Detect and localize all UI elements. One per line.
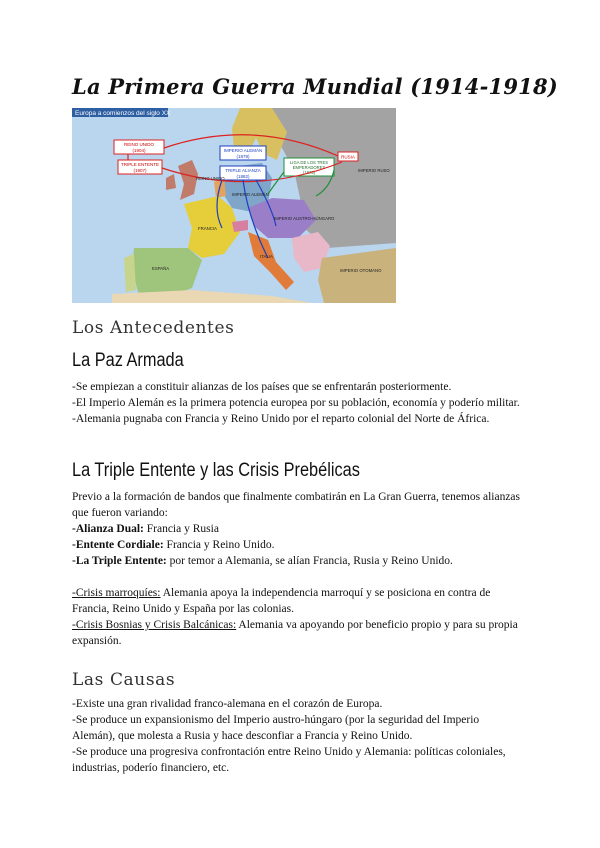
label-germany: IMPERIO ALEMÁN [232, 192, 269, 197]
causas-line: -Se produce una progresiva confrontación entre Reino Unido y Alemania: políticas coloniales, industrias, poderío financiero, etc. [72, 746, 506, 774]
heading-paz-armada: La Paz Armada [72, 350, 184, 371]
svg-text:(1873): (1873) [302, 170, 316, 175]
crisis-item: -Crisis marroquíes: Alemania apoya la independencia marroquí y se posiciona en contra de Francia, Reino Unido y España por las colonias. [72, 587, 491, 615]
portugal-shape [124, 254, 136, 292]
svg-text:LIGA DE LOS TRES: LIGA DE LOS TRES [289, 160, 329, 165]
svg-text:EMPERADORES: EMPERADORES [292, 165, 326, 170]
alliance-box-uk [114, 140, 164, 154]
svg-text:RUSIA: RUSIA [341, 154, 355, 160]
svg-text:TRIPLE ALIANZA: TRIPLE ALIANZA [225, 168, 261, 173]
page-title: La Primera Guerra Mundial (1914-1918) [72, 74, 558, 99]
paz-armada-line: -Se empiezan a constituir alianzas de los países que se enfrentarán posteriormente. [72, 381, 452, 393]
svg-text:(1904): (1904) [132, 148, 146, 153]
causas-text [72, 696, 524, 776]
crisis-text [72, 585, 524, 649]
alliance-item: -Alianza Dual: Francia y Rusia [72, 523, 219, 535]
svg-text:(1879): (1879) [236, 154, 250, 159]
heading-triple-entente: La Triple Entente y las Crisis Prebélicas [72, 460, 360, 481]
section-heading-antecedentes: Los Antecedentes [72, 318, 235, 338]
paz-armada-text [72, 379, 524, 427]
triple-entente-intro: Previo a la formación de bandos que finalmente combatirán en La Gran Guerra, tenemos alianzas que fueron variando: [72, 491, 521, 519]
alliance-item: -La Triple Entente: por temor a Alemania, se alían Francia, Rusia y Reino Unido. [72, 555, 453, 567]
europe-map [72, 108, 396, 303]
label-uk: REINO UNIDO [196, 176, 225, 181]
alliance-box-entente [118, 160, 162, 174]
paz-armada-line: -Alemania pugnaba con Francia y Reino Unido por el reparto colonial del Norte de África. [72, 413, 490, 425]
section-heading-causas: Las Causas [72, 670, 176, 690]
paz-armada-line: -El Imperio Alemán es la primera potencia europea por su población, economía y poderío militar. [72, 397, 520, 409]
map-header: Europa a comienzos del siglo XX [75, 110, 171, 117]
alliance-box-triple-alliance [220, 166, 266, 180]
svg-text:REINO UNIDO: REINO UNIDO [123, 142, 155, 147]
switzerland-shape [232, 220, 248, 232]
crisis-item: -Crisis Bosnias y Crisis Balcánicas: Alemania va apoyando por beneficio propio y para su propia expansión. [72, 619, 518, 647]
label-italy: ITALIA [260, 254, 273, 259]
label-spain: ESPAÑA [152, 266, 170, 271]
triple-entente-text [72, 489, 524, 569]
alliance-box-russia [338, 152, 358, 161]
alliance-item: -Entente Cordiale: Francia y Reino Unido. [72, 539, 275, 551]
label-france: FRANCIA [198, 226, 217, 231]
causas-line: -Se produce un expansionismo del Imperio austro-húngaro (por la seguridad del Imperio Alemán), que molesta a Rusia y hace desconfiar a Francia y Reino Unido. [72, 714, 480, 742]
svg-text:IMPERIO ALEMÁN: IMPERIO ALEMÁN [223, 148, 263, 153]
label-russia: IMPERIO RUSO [358, 168, 390, 173]
alliance-box-germany [220, 146, 266, 160]
label-ottoman: IMPERIO OTOMANO [340, 268, 382, 273]
svg-text:(1882): (1882) [236, 174, 250, 179]
label-austria-hungary: IMPERIO AUSTRO-HÚNGARO [274, 216, 335, 221]
svg-text:TRIPLE ENTENTE: TRIPLE ENTENTE [120, 162, 160, 167]
causas-line: -Existe una gran rivalidad franco-alemana en el corazón de Europa. [72, 698, 383, 710]
svg-text:(1907): (1907) [133, 168, 147, 173]
